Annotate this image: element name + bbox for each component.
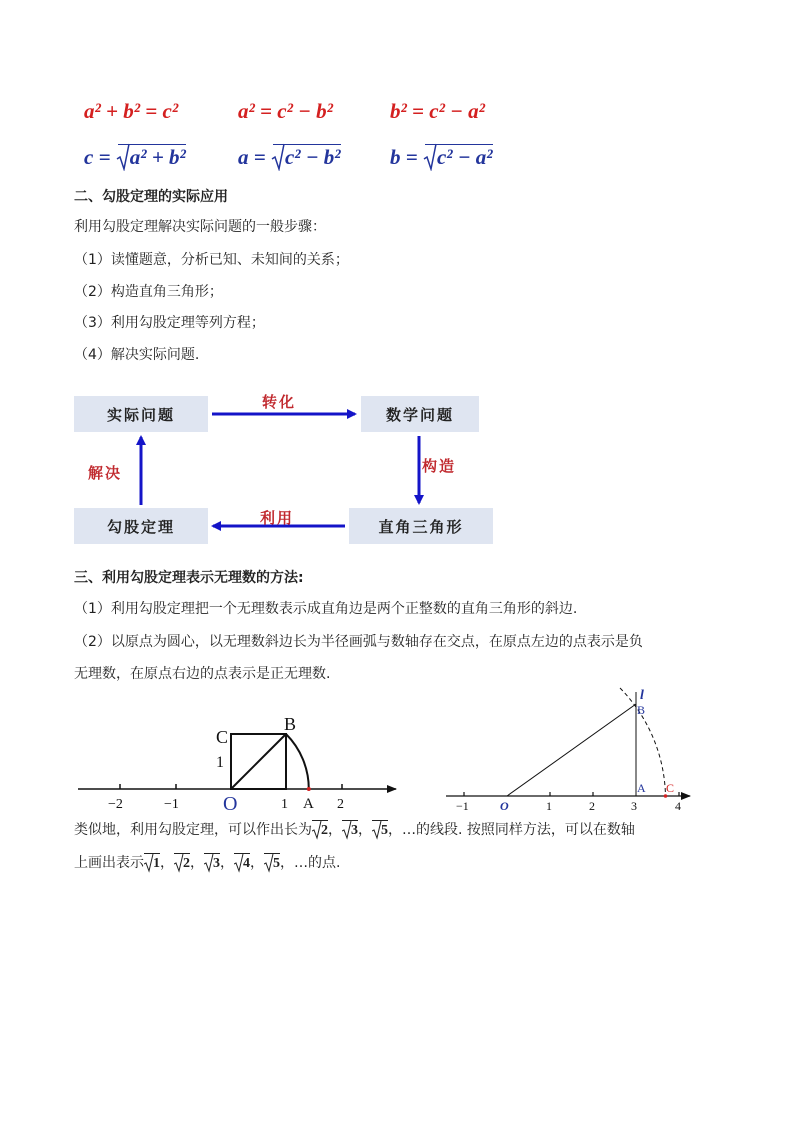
section2-heading: 二、勾股定理的实际应用	[74, 189, 228, 205]
tick-label-1: 1	[281, 797, 288, 812]
diagonal-OB	[231, 734, 286, 789]
box-real-problem: 实际问题	[74, 396, 208, 432]
line-l-label: l	[640, 688, 644, 703]
formula-a-root: a = c² − b²	[238, 145, 341, 169]
root-value: 5	[381, 823, 388, 838]
step-4: （4）解决实际问题.	[74, 347, 200, 363]
tick-label-2: 2	[589, 799, 595, 813]
section3-p2-line1: （2）以原点为圆心，以无理数斜边长为半径画弧与数轴存在交点，在原点左边的点表示是负	[74, 634, 643, 650]
point-C-label: C	[216, 727, 229, 747]
label-use: 利用	[260, 509, 295, 527]
point-C-label: C	[666, 781, 675, 795]
formula-a-squared: a² = c² − b²	[238, 99, 333, 123]
root-value: 2	[183, 856, 190, 871]
radical-icon	[234, 853, 244, 873]
formula-lhs: a	[238, 145, 249, 169]
box-math-problem: 数学问题	[361, 396, 479, 432]
origin-label: O	[500, 799, 509, 813]
root-value: 3	[351, 823, 358, 838]
figure-number-line-square	[70, 710, 405, 815]
root-value: 3	[213, 856, 220, 871]
section3-heading: 三、利用勾股定理表示无理数的方法:	[74, 570, 304, 586]
figure-number-line-triangle	[440, 684, 700, 816]
section2-intro: 利用勾股定理解决实际问题的一般步骤：	[74, 219, 326, 235]
closing-line2-prefix: 上画出表示	[74, 855, 144, 871]
arc-OB	[286, 734, 309, 789]
closing-line1: 类似地，利用勾股定理，可以作出长为 2， 3， 5，…的线段. 按照同样方法，可以在数轴	[74, 820, 635, 841]
tick-label-4: 4	[675, 799, 681, 813]
step-2: （2）构造直角三角形；	[74, 284, 223, 300]
label-solve: 解决	[88, 464, 123, 482]
box-right-triangle: 直角三角形	[349, 508, 493, 544]
formula-lhs: c	[84, 145, 94, 169]
step-3: （3）利用勾股定理等列方程；	[74, 315, 265, 331]
closing-line2-suffix: ，…的点.	[280, 855, 341, 871]
formula-radicand: c² − a²	[436, 145, 493, 169]
tick-label-neg1: −1	[164, 797, 179, 812]
formula-pythagorean: a² + b² = c²	[84, 99, 179, 123]
formula-lhs: b	[390, 145, 401, 169]
closing-line1-suffix: ，…的线段. 按照同样方法，可以在数轴	[388, 822, 635, 838]
point-A-label: A	[303, 796, 314, 812]
radical-icon	[264, 853, 274, 873]
tick-label-neg2: −2	[108, 797, 123, 812]
formula-radicand: c² − b²	[284, 145, 341, 169]
step-1: （1）读懂题意，分析已知、未知间的关系；	[74, 252, 349, 268]
section3-p2-line2: 无理数，在原点右边的点表示是正无理数.	[74, 666, 331, 682]
formula-b-squared: b² = c² − a²	[390, 99, 485, 123]
label-construct: 构造	[422, 457, 457, 475]
radical-icon	[372, 820, 382, 840]
origin-label: O	[223, 793, 238, 815]
label-transform: 转化	[262, 393, 297, 411]
radical-icon	[174, 853, 184, 873]
formula-radicand: a² + b²	[129, 145, 186, 169]
closing-line1-prefix: 类似地，利用勾股定理，可以作出长为	[74, 822, 312, 838]
hypotenuse-OB	[507, 704, 636, 796]
radical-icon	[312, 820, 322, 840]
section3-p1: （1）利用勾股定理把一个无理数表示成直角边是两个正整数的直角三角形的斜边.	[74, 601, 578, 617]
point-B-label: B	[637, 703, 646, 717]
tick-label-neg1: −1	[456, 799, 469, 813]
root-value: 5	[273, 856, 280, 871]
point-A	[307, 787, 311, 791]
side-length-label: 1	[216, 754, 224, 771]
radical-icon	[144, 853, 154, 873]
point-A-label: A	[637, 781, 646, 795]
closing-line2: 上画出表示 1， 2， 3， 4， 5，…的点.	[74, 853, 340, 874]
tick-label-2: 2	[337, 797, 344, 812]
tick-label-1: 1	[546, 799, 552, 813]
radical-icon	[204, 853, 214, 873]
box-pythagorean-theorem: 勾股定理	[74, 508, 208, 544]
tick-label-3: 3	[631, 799, 637, 813]
formula-c-root: c = a² + b²	[84, 145, 186, 169]
root-value: 2	[321, 823, 328, 838]
point-B-label: B	[284, 714, 297, 734]
root-value: 4	[243, 856, 250, 871]
root-value: 1	[153, 856, 160, 871]
radical-icon	[342, 820, 352, 840]
formula-b-root: b = c² − a²	[390, 145, 493, 169]
